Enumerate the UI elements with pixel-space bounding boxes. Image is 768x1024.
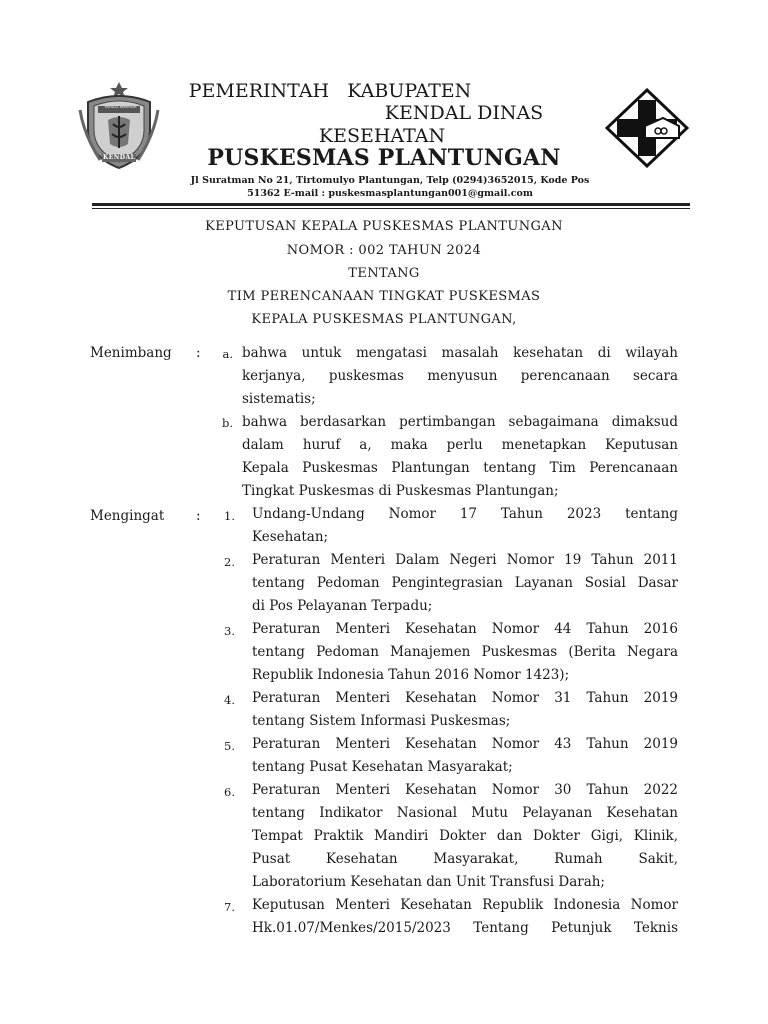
menimbang-item-b [242,411,678,503]
mengingat-item-4 [252,687,678,733]
kop-line-pemerintah: PEMERINTAH KABUPATEN [188,80,472,102]
mengingat-item-4-marker: 4. [224,693,235,707]
mengingat-item-3-marker: 3. [224,624,235,638]
menimbang-label: Menimbang [90,345,172,361]
text-line: tentang Indikator Nasional Mutu Pelayanan Kesehatan [252,805,678,821]
text-line: Hk.01.07/Menkes/2015/2023 Tentang Petunjuk Teknis [252,920,678,936]
text-line: Peraturan Menteri Kesehatan Nomor 31 Tahun 2019 [252,690,678,706]
mengingat-label: Mengingat [90,508,165,524]
text-line: bahwa untuk mengatasi masalah kesehatan di wilayah [242,345,678,361]
text-line: Undang-Undang Nomor 17 Tahun 2023 tentang [252,506,678,522]
kop-line-kendal-dinas: KENDAL DINAS [384,102,544,124]
text-line: tentang Pusat Kesehatan Masyarakat; [252,759,513,775]
decree-subject: TIM PERENCANAAN TINGKAT PUSKESMAS [227,289,541,304]
kop-line-puskesmas-name: PUSKESMAS PLANTUNGAN [207,145,561,171]
menimbang-item-a [242,342,678,411]
emblem-kendal-text: KENDAL [103,154,136,161]
kop-address-line-2: 51362 E-mail : puskesmasplantungan001@gmail.com [247,188,533,199]
kop-divider-thick [92,203,690,206]
mengingat-item-5-marker: 5. [224,739,235,753]
mengingat-item-6-marker: 6. [224,785,235,799]
decree-title: KEPUTUSAN KEPALA PUSKESMAS PLANTUNGAN [205,219,563,234]
text-line: Tempat Praktik Mandiri Dokter dan Dokter Gigi, Klinik, [252,828,678,844]
mengingat-item-1 [252,503,678,549]
text-line: Tingkat Puskesmas di Puskesmas Plantungan; [242,483,559,499]
text-line: Republik Indonesia Tahun 2016 Nomor 1423); [252,667,570,683]
menimbang-item-b-marker: b. [221,416,233,430]
menimbang-item-a-marker: a. [222,347,233,361]
kop-address-line-1: Jl Suratman No 21, Tirtomulyo Plantungan, Telp (0294)3652015, Kode Pos [190,175,590,186]
decree-number: NOMOR : 002 TAHUN 2024 [286,243,482,258]
text-line: bahwa berdasarkan pertimbangan sebagaimana dimaksud [242,414,678,430]
text-line: tentang Pedoman Manajemen Puskesmas (Berita Negara [252,644,678,660]
text-line: Laboratorium Kesehatan dan Unit Transfusi Darah; [252,874,605,890]
text-line: sistematis; [242,391,316,407]
text-line: Peraturan Menteri Dalam Negeri Nomor 19 Tahun 2011 [252,552,678,568]
mengingat-item-6 [252,779,678,894]
text-line: dalam huruf a, maka perlu menetapkan Keputusan [242,437,678,453]
mengingat-item-7 [252,894,678,940]
text-line: Peraturan Menteri Kesehatan Nomor 30 Tahun 2022 [252,782,678,798]
decree-issuer: KEPALA PUSKESMAS PLANTUNGAN, [251,312,517,327]
text-line: Kepala Puskesmas Plantungan tentang Tim Perencanaan [242,460,678,476]
mengingat-item-2-marker: 2. [224,555,235,569]
mengingat-colon: : [196,508,201,524]
text-line: di Pos Pelayanan Terpadu; [252,598,433,614]
text-line: Peraturan Menteri Kesehatan Nomor 43 Tahun 2019 [252,736,678,752]
mengingat-item-2 [252,549,678,618]
kop-line-kesehatan: KESEHATAN [318,125,446,147]
text-line: Keputusan Menteri Kesehatan Republik Indonesia Nomor [252,897,678,913]
menimbang-colon: : [196,345,201,361]
mengingat-item-5 [252,733,678,779]
text-line: kerjanya, puskesmas menyusun perencanaan secara [242,368,678,384]
mengingat-item-3 [252,618,678,687]
text-line: tentang Pedoman Pengintegrasian Layanan Sosial Dasar [252,575,678,591]
text-line: Peraturan Menteri Kesehatan Nomor 44 Tahun 2016 [252,621,678,637]
decree-tentang: TENTANG [348,266,420,281]
mengingat-item-1-marker: 1. [224,509,235,523]
emblem-banner-text: KENDAL BERSINAR [105,105,137,109]
text-line: tentang Sistem Informasi Puskesmas; [252,713,511,729]
text-line: Kesehatan; [252,529,329,545]
mengingat-item-7-marker: 7. [224,900,235,914]
text-line: Pusat Kesehatan Masyarakat, Rumah Sakit, [252,851,678,867]
kop-divider-thin [92,208,690,209]
